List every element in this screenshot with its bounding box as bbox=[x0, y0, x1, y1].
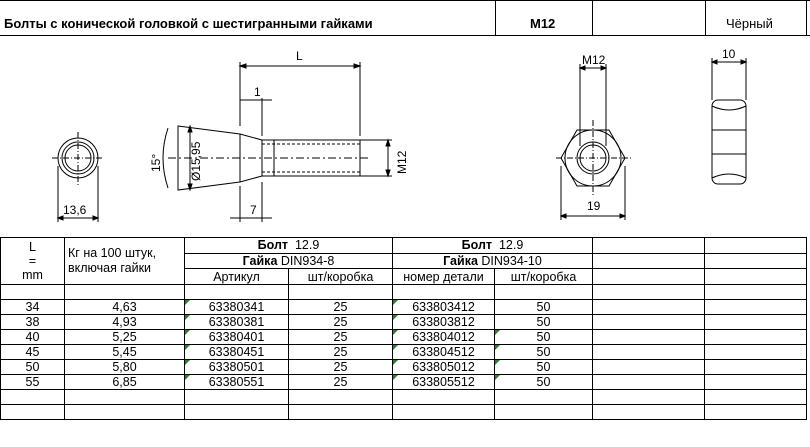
nut1-std: DIN934-8 bbox=[280, 253, 335, 268]
cell-pcs-box-1: 25 bbox=[289, 345, 393, 360]
col-kg-line2: включая гайки bbox=[68, 261, 152, 275]
cell-article: 63380341 bbox=[185, 300, 289, 315]
cell-weight: 5,25 bbox=[65, 330, 185, 345]
table-spacer-row bbox=[1, 285, 807, 300]
nut2-label: Гайка bbox=[443, 253, 478, 268]
empty-cell bbox=[1, 390, 65, 405]
table-row bbox=[1, 375, 807, 390]
dim-L-label: L bbox=[296, 49, 303, 63]
empty-cell bbox=[593, 345, 705, 360]
empty-cell bbox=[593, 360, 705, 375]
empty-cell bbox=[185, 405, 289, 420]
col-L-line2: = bbox=[28, 254, 37, 268]
cell-weight: 5,80 bbox=[65, 360, 185, 375]
table-row bbox=[1, 315, 807, 330]
bolt2-header bbox=[393, 238, 593, 254]
empty-cell bbox=[593, 285, 705, 300]
bolt1-header bbox=[185, 238, 393, 254]
empty-cell bbox=[593, 375, 705, 390]
table-row bbox=[1, 330, 807, 345]
cell-part-number: 633805512 bbox=[393, 375, 495, 390]
nut1-label: Гайка bbox=[242, 253, 278, 268]
cell-weight: 4,63 bbox=[65, 300, 185, 315]
size-label: M12 bbox=[530, 16, 556, 31]
cell-pcs-box-1: 25 bbox=[289, 330, 393, 345]
empty-cell bbox=[705, 238, 807, 254]
cell-length: 55 bbox=[1, 375, 65, 390]
empty-cell bbox=[65, 405, 185, 420]
pcs1-header: шт/коробка bbox=[289, 269, 393, 285]
dim-19-label: 19 bbox=[587, 199, 601, 213]
empty-cell bbox=[593, 238, 705, 254]
cell-pcs-box-1: 25 bbox=[289, 375, 393, 390]
technical-drawing bbox=[0, 36, 810, 241]
cell-pcs-box-1: 25 bbox=[289, 360, 393, 375]
color-label: Чёрный bbox=[726, 16, 773, 31]
cell-pcs-box-2: 50 bbox=[495, 330, 593, 345]
empty-cell bbox=[289, 390, 393, 405]
empty-cell bbox=[393, 285, 495, 300]
empty-cell bbox=[495, 390, 593, 405]
empty-cell bbox=[185, 390, 289, 405]
bolt2-label: Болт bbox=[461, 238, 493, 253]
cell-length: 38 bbox=[1, 315, 65, 330]
empty-cell bbox=[593, 330, 705, 345]
cell-article: 63380451 bbox=[185, 345, 289, 360]
table-header-row-1 bbox=[1, 238, 807, 254]
title-row bbox=[0, 0, 810, 36]
empty-cell bbox=[705, 285, 807, 300]
empty-cell bbox=[289, 285, 393, 300]
empty-cell bbox=[1, 285, 65, 300]
nut2-std: DIN934-10 bbox=[481, 253, 542, 268]
empty-cell bbox=[705, 315, 807, 330]
cell-length: 50 bbox=[1, 360, 65, 375]
cell-pcs-box-2: 50 bbox=[495, 300, 593, 315]
empty-cell bbox=[393, 390, 495, 405]
cell-weight: 6,85 bbox=[65, 375, 185, 390]
dim-15deg-label: 15° bbox=[149, 153, 163, 172]
nut-side-view bbox=[712, 58, 746, 184]
part-header: номер детали bbox=[393, 269, 495, 285]
empty-cell bbox=[65, 285, 185, 300]
spec-table bbox=[0, 237, 807, 420]
empty-cell bbox=[705, 300, 807, 315]
dim-1-label: 1 bbox=[254, 85, 261, 99]
table-spacer-row bbox=[1, 405, 807, 420]
cell-part-number: 633804512 bbox=[393, 345, 495, 360]
table-body bbox=[1, 300, 807, 390]
empty-cell bbox=[593, 315, 705, 330]
dim-13-6-label: 13,6 bbox=[63, 203, 87, 217]
cell-length: 45 bbox=[1, 345, 65, 360]
cell-article: 63380551 bbox=[185, 375, 289, 390]
dim-d1595-label: Ø15,95 bbox=[189, 141, 203, 181]
empty-cell bbox=[495, 285, 593, 300]
cell-part-number: 633804012 bbox=[393, 330, 495, 345]
cell-pcs-box-2: 50 bbox=[495, 345, 593, 360]
empty-cell bbox=[705, 253, 807, 269]
cell-article: 63380501 bbox=[185, 360, 289, 375]
page-title: Болты с конической головкой с шестигранными гайками bbox=[4, 16, 373, 31]
empty-cell bbox=[593, 390, 705, 405]
empty-cell bbox=[593, 269, 705, 285]
empty-cell bbox=[705, 269, 807, 285]
cell-pcs-box-2: 50 bbox=[495, 375, 593, 390]
empty-cell bbox=[393, 405, 495, 420]
empty-cell bbox=[705, 405, 807, 420]
cell-weight: 4,93 bbox=[65, 315, 185, 330]
bolt1-grade: 12.9 bbox=[294, 238, 320, 253]
empty-cell bbox=[705, 375, 807, 390]
empty-cell bbox=[705, 330, 807, 345]
cell-pcs-box-2: 50 bbox=[495, 360, 593, 375]
cell-pcs-box-1: 25 bbox=[289, 300, 393, 315]
table-spacer-row bbox=[1, 390, 807, 405]
dim-m12-side-label: M12 bbox=[395, 150, 409, 174]
empty-cell bbox=[593, 300, 705, 315]
table-row bbox=[1, 300, 807, 315]
table-row bbox=[1, 360, 807, 375]
cell-pcs-box-2: 50 bbox=[495, 315, 593, 330]
cell-length: 34 bbox=[1, 300, 65, 315]
col-L-header bbox=[1, 238, 65, 285]
col-L-line1: L bbox=[29, 240, 36, 254]
empty-cell bbox=[65, 390, 185, 405]
dim-7-label: 7 bbox=[250, 203, 257, 217]
empty-cell bbox=[705, 345, 807, 360]
bolt1-label: Болт bbox=[257, 238, 289, 253]
col-kg-header bbox=[65, 238, 185, 285]
cell-article: 63380401 bbox=[185, 330, 289, 345]
cell-article: 63380381 bbox=[185, 315, 289, 330]
empty-cell bbox=[593, 253, 705, 269]
empty-cell bbox=[495, 405, 593, 420]
dim-10-label: 10 bbox=[722, 47, 736, 61]
empty-cell bbox=[1, 405, 65, 420]
empty-cell bbox=[705, 390, 807, 405]
empty-cell bbox=[289, 405, 393, 420]
pcs2-header: шт/коробка bbox=[495, 269, 593, 285]
cell-part-number: 633803412 bbox=[393, 300, 495, 315]
nut-front-view bbox=[556, 64, 632, 220]
art-header: Артикул bbox=[185, 269, 289, 285]
col-kg-line1: Кг на 100 штук, bbox=[68, 246, 157, 260]
cell-part-number: 633805012 bbox=[393, 360, 495, 375]
empty-cell bbox=[185, 285, 289, 300]
cell-length: 40 bbox=[1, 330, 65, 345]
nut1-header bbox=[185, 253, 393, 269]
cell-pcs-box-1: 25 bbox=[289, 315, 393, 330]
empty-cell bbox=[705, 360, 807, 375]
col-L-line3: mm bbox=[22, 268, 43, 282]
empty-cell bbox=[593, 405, 705, 420]
cell-part-number: 633803812 bbox=[393, 315, 495, 330]
bolt2-grade: 12.9 bbox=[498, 238, 524, 253]
dim-m12-top-label: M12 bbox=[582, 53, 606, 67]
nut2-header bbox=[393, 253, 593, 269]
cell-weight: 5,45 bbox=[65, 345, 185, 360]
table-row bbox=[1, 345, 807, 360]
